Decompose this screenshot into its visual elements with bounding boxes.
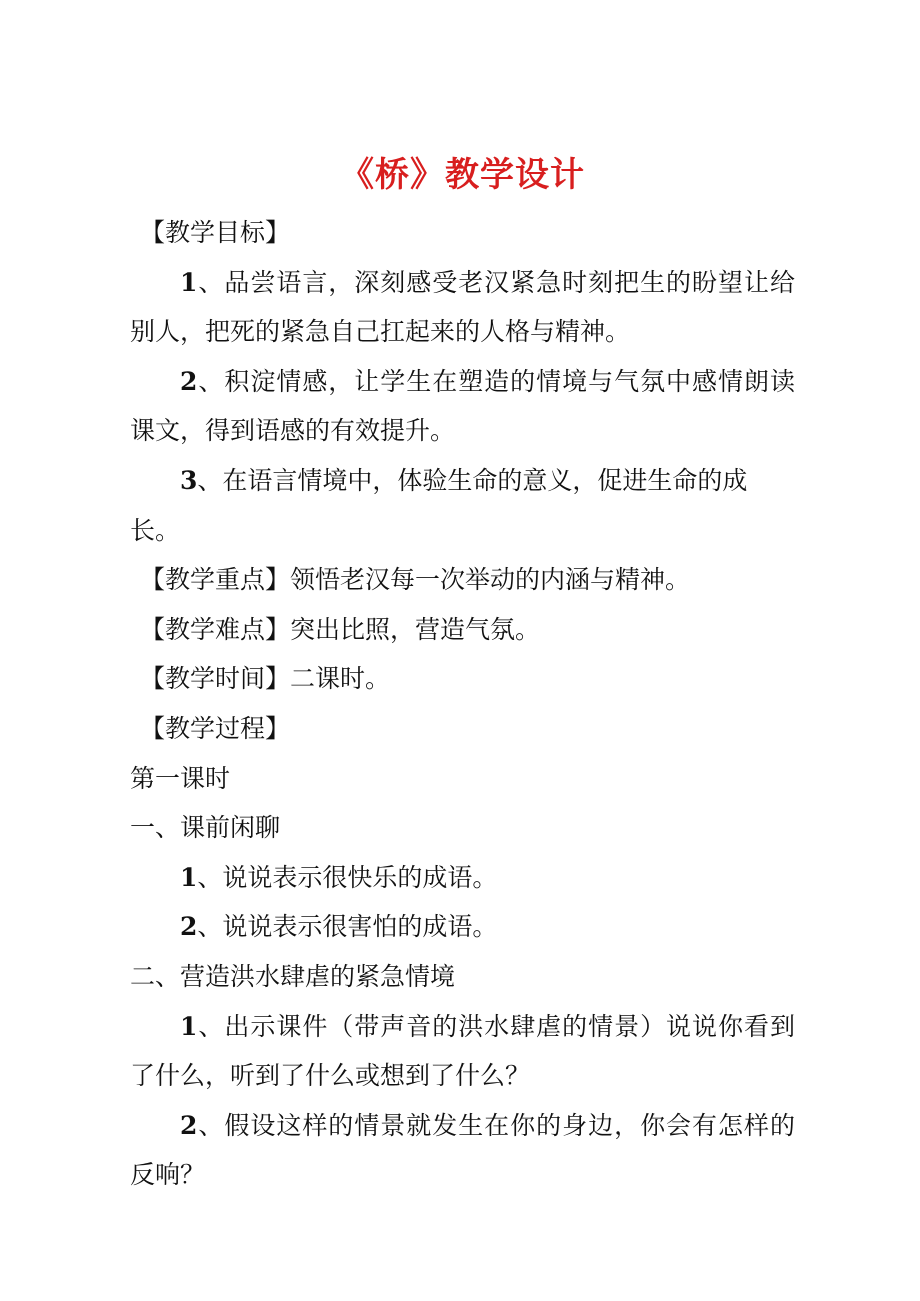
objective-item-3 xyxy=(130,456,795,555)
item-text: 、出示课件（带声音的洪水肆虐的情景）说说你看到了什么，听到了什么或想到了什么？ xyxy=(130,1011,795,1091)
objective-number: 3 xyxy=(180,465,198,495)
section2-heading: 二、营造洪水肆虐的紧急情境 xyxy=(130,961,456,991)
teaching-time-text: 二课时。 xyxy=(290,664,391,694)
objective-item-1 xyxy=(130,258,795,357)
section1-item-1 xyxy=(130,853,795,903)
item-number: 2 xyxy=(180,1110,198,1140)
objective-number: 1 xyxy=(180,267,198,297)
teaching-time xyxy=(130,654,795,704)
key-points-label: 【教学重点】 xyxy=(140,565,291,595)
document-page xyxy=(130,150,795,1200)
key-points xyxy=(130,555,795,605)
objective-number: 2 xyxy=(180,366,198,396)
difficulties-label: 【教学难点】 xyxy=(140,614,291,644)
lesson-label: 第一课时 xyxy=(130,763,231,793)
item-text: 、说说表示很快乐的成语。 xyxy=(197,862,498,892)
objective-text: 、积淀情感，让学生在塑造的情境与气氛中感情朗读课文，得到语感的有效提升。 xyxy=(130,366,795,446)
key-points-text: 领悟老汉每一次举动的内涵与精神。 xyxy=(290,565,691,595)
section2-item-1 xyxy=(130,1002,795,1101)
difficulties-text: 突出比照，营造气氛。 xyxy=(290,614,541,644)
process-heading: 【教学过程】 xyxy=(140,713,291,743)
objective-text: 、在语言情境中，体验生命的意义，促进生命的成长。 xyxy=(130,465,748,545)
item-number: 1 xyxy=(180,1011,198,1041)
section2-item-2 xyxy=(130,1101,795,1200)
section1-item-2 xyxy=(130,902,795,952)
item-number: 1 xyxy=(180,862,198,892)
difficulties xyxy=(130,605,795,655)
teaching-time-label: 【教学时间】 xyxy=(140,664,291,694)
objectives-heading: 【教学目标】 xyxy=(140,218,291,247)
objective-text: 、品尝语言，深刻感受老汉紧急时刻把生的盼望让给别人，把死的紧急自己扛起来的人格与精神。 xyxy=(130,267,795,347)
section1-heading: 一、课前闲聊 xyxy=(130,813,281,843)
objective-item-2 xyxy=(130,357,795,456)
item-text: 、说说表示很害怕的成语。 xyxy=(197,912,498,942)
item-text: 、假设这样的情景就发生在你的身边，你会有怎样的反响？ xyxy=(130,1110,795,1190)
item-number: 2 xyxy=(180,912,198,942)
document-title: 《桥》教学设计 xyxy=(340,155,585,195)
